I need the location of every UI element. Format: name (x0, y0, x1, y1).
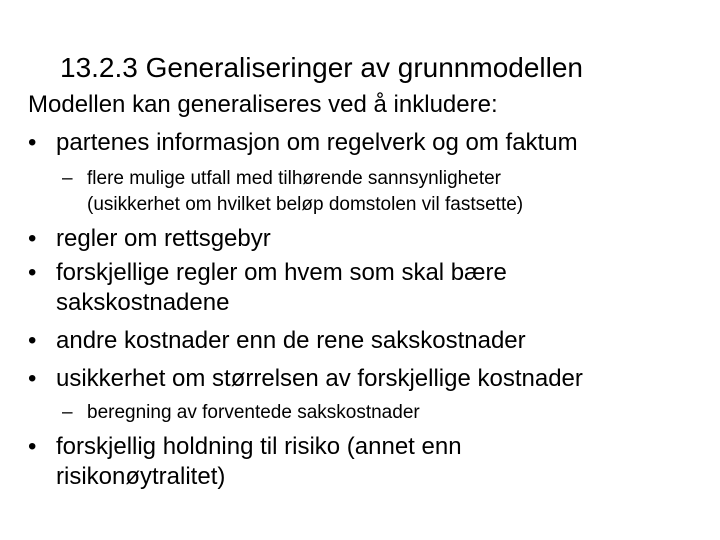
bullet-text: regler om rettsgebyr (56, 225, 271, 252)
bullet-text: risikonøytralitet) (56, 463, 226, 490)
bullet-marker: • (28, 327, 37, 354)
bullet-marker: • (28, 129, 37, 156)
dash-marker: – (62, 168, 73, 189)
bullet-marker: • (28, 365, 37, 392)
intro-text: Modellen kan generaliseres ved å inkludere: (28, 91, 498, 118)
sub-item-text: flere mulige utfall med tilhørende sannsynligheter (87, 168, 501, 189)
bullet-text: usikkerhet om størrelsen av forskjellige kostnader (56, 365, 583, 392)
bullet-marker: • (28, 259, 37, 286)
bullet-text: partenes informasjon om regelverk og om faktum (56, 129, 578, 156)
slide-title: 13.2.3 Generaliseringer av grunnmodellen (60, 52, 583, 83)
sub-item-text: (usikkerhet om hvilket beløp domstolen vil fastsette) (87, 194, 524, 215)
bullet-text: sakskostnadene (56, 289, 230, 316)
bullet-marker: • (28, 225, 37, 252)
dash-marker: – (62, 402, 73, 423)
bullet-text: forskjellig holdning til risiko (annet enn (56, 433, 462, 460)
bullet-text: andre kostnader enn de rene sakskostnader (56, 327, 526, 354)
bullet-marker: • (28, 433, 37, 460)
sub-item-text: beregning av forventede sakskostnader (87, 402, 420, 423)
bullet-text: forskjellige regler om hvem som skal bære (56, 259, 507, 286)
